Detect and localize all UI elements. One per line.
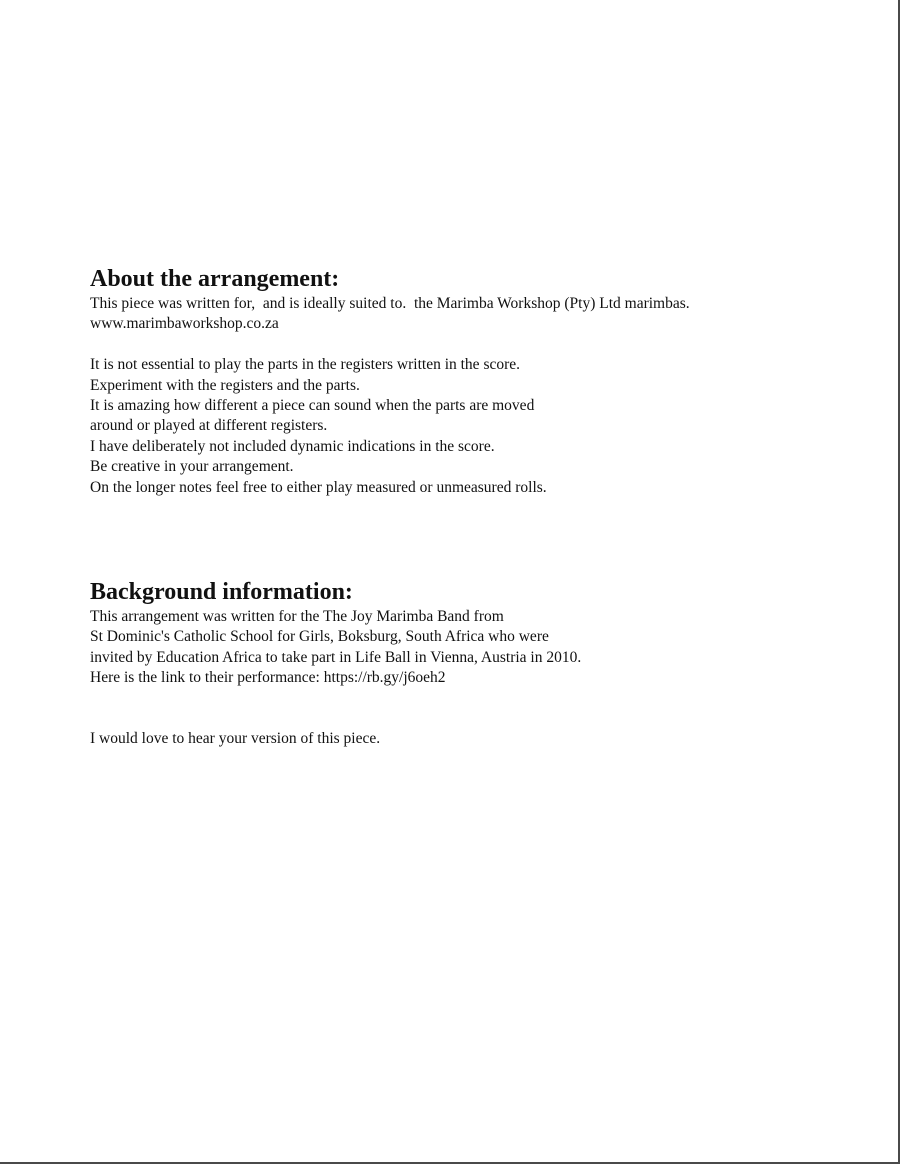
about-note-line: It is amazing how different a piece can sound when the parts are moved: [90, 396, 535, 414]
paragraph-gap: [90, 335, 850, 355]
background-heading: Background information:: [90, 579, 353, 605]
website-link[interactable]: www.marimbaworkshop.co.za: [90, 315, 279, 333]
about-note-line: Experiment with the registers and the parts.: [90, 376, 360, 394]
background-section: [90, 577, 850, 749]
about-note-line: It is not essential to play the parts in the registers written in the score.: [90, 356, 521, 374]
about-section: [90, 264, 850, 498]
about-note-line: On the longer notes feel free to either play measured or unmeasured rolls.: [90, 478, 547, 496]
background-line: This arrangement was written for the The Joy Marimba Band from: [90, 608, 504, 625]
about-heading: About the arrangement:: [90, 266, 340, 292]
closing-line: I would love to hear your version of this piece.: [90, 729, 381, 747]
performance-link-line[interactable]: Here is the link to their performance: https://rb.gy/j6oeh2: [90, 669, 446, 687]
about-note-line: Be creative in your arrangement.: [90, 458, 294, 476]
about-intro-line: This piece was written for, and is ideally suited to. the Marimba Workshop (Pty) Ltd marimbas.: [90, 295, 690, 312]
about-note-line: I have deliberately not included dynamic indications in the score.: [90, 437, 495, 455]
paragraph-gap: [90, 689, 850, 729]
background-line: St Dominic's Catholic School for Girls, Boksburg, South Africa who were: [90, 628, 549, 646]
about-note-line: around or played at different registers.: [90, 417, 328, 435]
background-line: invited by Education Africa to take part in Life Ball in Vienna, Austria in 2010.: [90, 648, 582, 666]
